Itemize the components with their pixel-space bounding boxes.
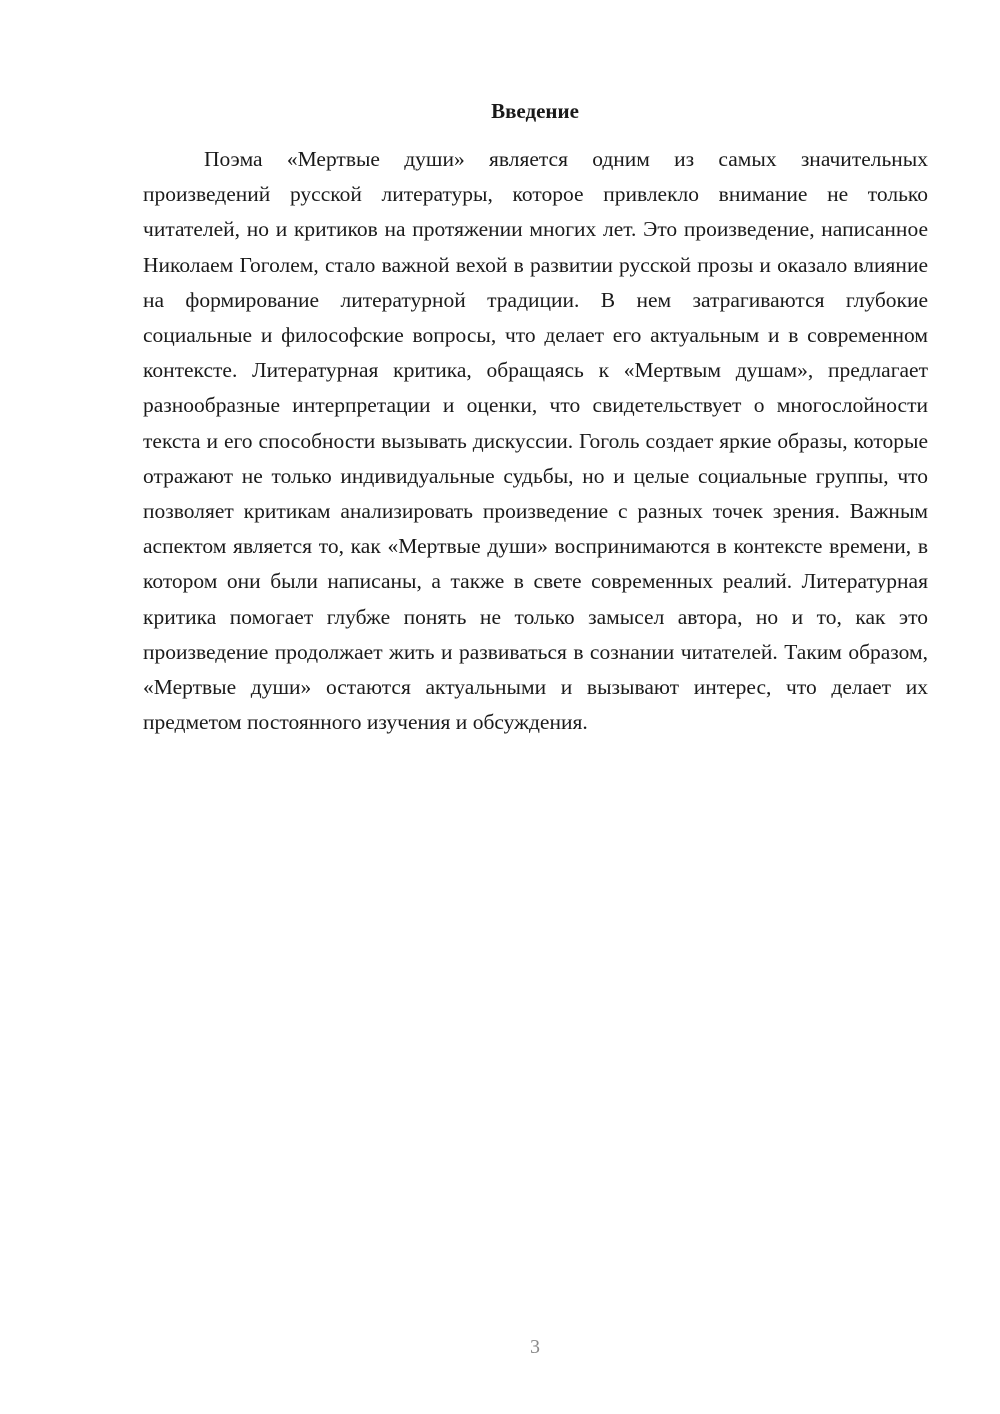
intro-paragraph: Поэма «Мертвые души» является одним из самых значительных произведений русской литературы, которое привлекло внимание не только читателей, но и критиков на протяжении многих лет. Это произведение, написанное Николаем Гоголем, стало важной вехой в развитии русской прозы и оказало влияние на формирование литературной традиции. В нем затрагиваются глубокие социальные и философские вопросы, что делает его актуальным и в современном контексте. Литературная критика, обращаясь к «Мертвым душам», предлагает разнообразные интерпретации и оценки, что свидетельствует о многослойности текста и его способности вызывать дискуссии. Гоголь создает яркие образы, которые отражают не только индивидуальные судьбы, но и целые социальные группы, что позволяет критикам анализировать произведение с разных точек зрения. Важным аспектом является то, как «Мертвые души» воспринимаются в контексте времени, в котором они были написаны, а также в свете современных реалий. Литературная критика помогает глубже понять не только замысел автора, но и то, как это произведение продолжает жить и развиваться в сознании читателей. Таким образом, «Мертвые души» остаются актуальными и вызывают интерес, что делает их предметом постоянного изучения и обсуждения.: [143, 147, 928, 735]
section-heading: Введение: [491, 99, 579, 123]
page-number: 3: [530, 1336, 540, 1358]
